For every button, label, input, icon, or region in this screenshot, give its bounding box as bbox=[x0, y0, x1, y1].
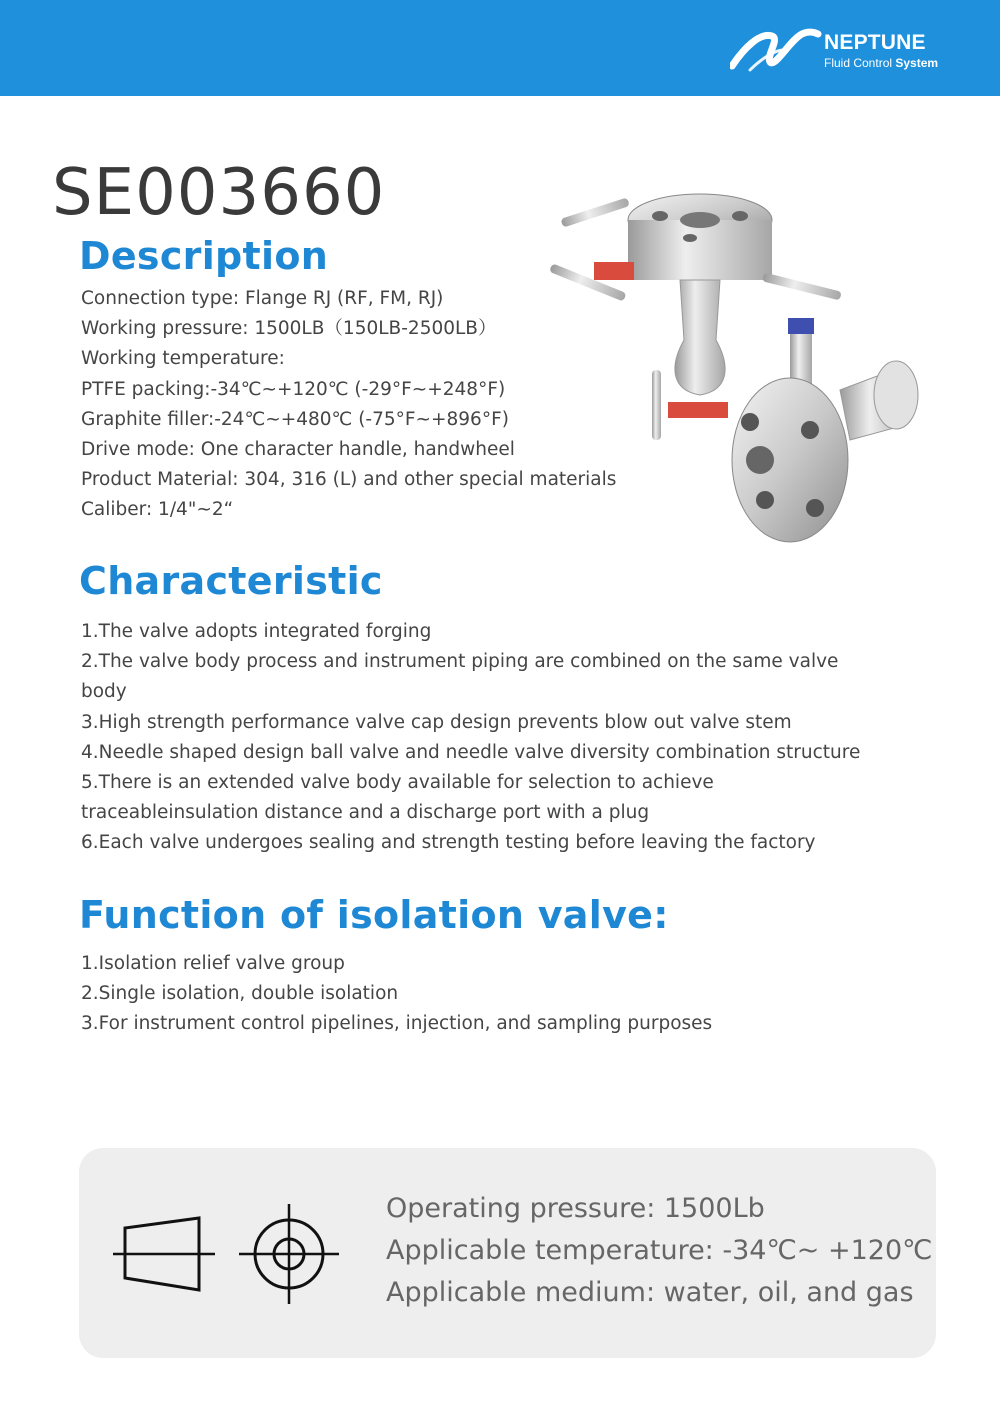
description-line: Caliber: 1/4"~2“ bbox=[81, 499, 234, 521]
function-line: 1.Isolation relief valve group bbox=[81, 953, 345, 974]
function-title: Function of isolation valve: bbox=[79, 893, 669, 937]
spec-applicable-medium: Applicable medium: water, oil, and gas bbox=[386, 1277, 914, 1308]
characteristic-title: Characteristic bbox=[79, 559, 383, 603]
description-line: PTFE packing:-34℃~+120℃ (-29°F~+248°F) bbox=[81, 378, 506, 400]
neptune-logo-icon bbox=[730, 26, 822, 74]
characteristic-line: 6.Each valve undergoes sealing and strength testing before leaving the factory bbox=[81, 832, 816, 854]
brand-logo[interactable] bbox=[730, 26, 970, 76]
spec-operating-pressure: Operating pressure: 1500Lb bbox=[386, 1193, 765, 1224]
function-list bbox=[81, 949, 712, 1040]
product-code: SE003660 bbox=[52, 155, 386, 230]
characteristic-line: 5.There is an extended valve body available for selection to achieve traceableinsulation distance and a discharge port with a plug bbox=[81, 772, 714, 824]
spec-list bbox=[386, 1188, 932, 1314]
characteristic-line: 4.Needle shaped design ball valve and needle valve diversity combination structure bbox=[81, 741, 861, 763]
description-title: Description bbox=[79, 234, 329, 278]
first-angle-projection-front-icon bbox=[239, 1204, 339, 1304]
description-line: Working pressure: 1500LB（150LB-2500LB） bbox=[81, 318, 497, 340]
spec-applicable-temperature: Applicable temperature: -34℃~ +120℃ bbox=[386, 1235, 933, 1266]
characteristic-list bbox=[81, 617, 881, 859]
characteristic-line: 1.The valve adopts integrated forging bbox=[81, 621, 432, 642]
function-line: 3.For instrument control pipelines, injection, and sampling purposes bbox=[81, 1013, 713, 1035]
brand-name: NEPTUNE bbox=[824, 31, 926, 54]
description-line: Drive mode: One character handle, handwheel bbox=[81, 439, 515, 461]
description-line: Connection type: Flange RJ (RF, FM, RJ) bbox=[81, 288, 444, 309]
function-line: 2.Single isolation, double isolation bbox=[81, 983, 399, 1005]
first-angle-projection-side-icon bbox=[113, 1212, 215, 1294]
characteristic-line: 3.High strength performance valve cap design prevents blow out valve stem bbox=[81, 711, 792, 733]
characteristic-line: 2.The valve body process and instrument piping are combined on the same valve body bbox=[81, 651, 839, 703]
description-line: Graphite filler:-24℃~+480℃ (-75°F~+896°F) bbox=[81, 408, 509, 430]
brand-tagline: Fluid Control System bbox=[824, 56, 939, 70]
spec-panel bbox=[79, 1148, 936, 1358]
description-list bbox=[81, 284, 616, 526]
description-line: Working temperature: bbox=[81, 348, 285, 370]
header-bar bbox=[0, 0, 1000, 96]
description-line: Product Material: 304, 316 (L) and other special materials bbox=[81, 469, 617, 491]
